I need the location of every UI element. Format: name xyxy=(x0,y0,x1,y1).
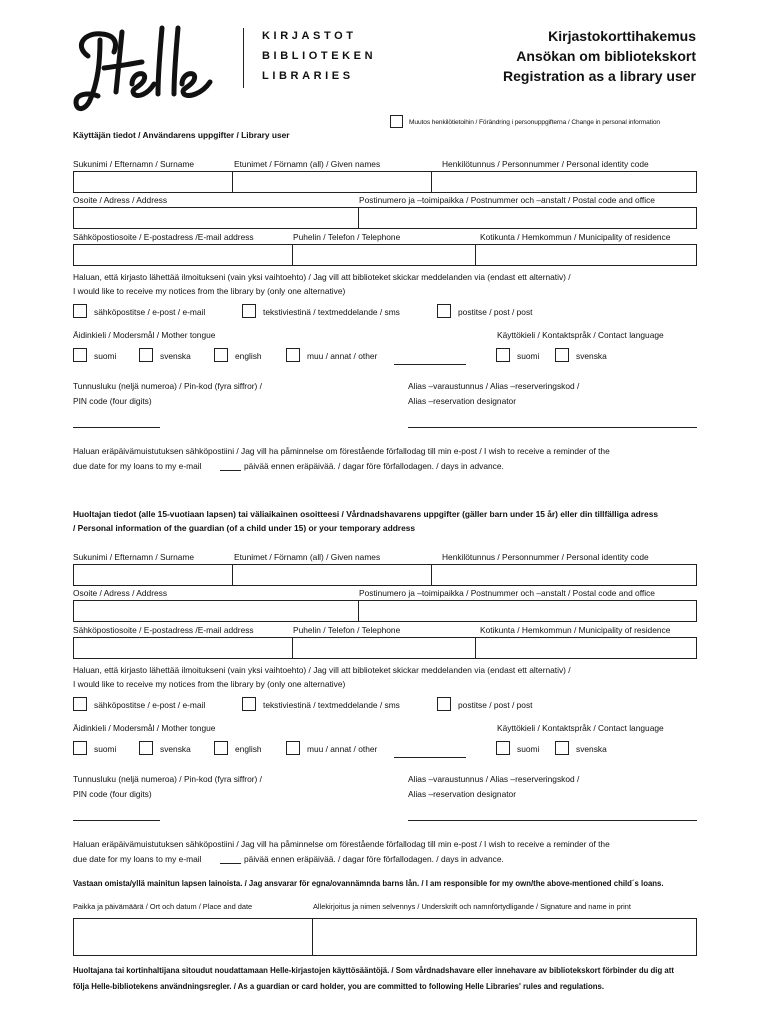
guardian-postal-label: Postinumero ja –toimipaikka / Postnummer och –anstalt / Postal code and office xyxy=(359,588,655,598)
guardian-reminder-line-1: Haluan eräpäivämuistutuksen sähköpostiini / Jag vill ha påminnelse om förestående förfallodag till min e-post / I wish to receive a reminder of the xyxy=(73,839,610,849)
logo-divider xyxy=(243,28,244,88)
signature-label: Allekirjoitus ja nimen selvennys / Underskrift och namnförtydligande / Signature and name in print xyxy=(313,902,631,911)
guardian-section-title-1: Huoltajan tiedot (alle 15-vuotiaan lapsen) tai väliaikainen osoitteesi / Vårdnadshavarens uppgifter (gäller barn under 15 år) eller din tillfälliga adress xyxy=(73,509,659,519)
user-address-label: Osoite / Adress / Address xyxy=(73,195,168,205)
guardian-surname-field[interactable] xyxy=(73,564,233,586)
guardian-address-label: Osoite / Adress / Address xyxy=(73,588,168,598)
place-date-field[interactable] xyxy=(73,918,313,956)
user-notice-email-label: sähköpostitse / e-post / e-mail xyxy=(94,307,206,317)
guardian-mt-other-checkbox[interactable] xyxy=(286,741,300,755)
guardian-reminder-line-2a: due date for my loans to my e-mail xyxy=(73,854,202,864)
user-first-names-field[interactable] xyxy=(232,171,432,193)
logo xyxy=(70,22,230,118)
user-pin-line-2: PIN code (four digits) xyxy=(73,396,152,406)
user-postal-field[interactable] xyxy=(358,207,697,229)
brand-line-1: KIRJASTOT xyxy=(262,30,357,42)
user-municipality-field[interactable] xyxy=(475,244,697,266)
user-section-title: Käyttäjän tiedot / Användarens uppgifter / Library user xyxy=(73,130,290,140)
guardian-phone-label: Puhelin / Telefon / Telephone xyxy=(293,625,401,635)
guardian-personal-id-field[interactable] xyxy=(431,564,697,586)
user-mt-en-label: english xyxy=(235,351,262,361)
guardian-municipality-label: Kotikunta / Hemkommun / Municipality of residence xyxy=(480,625,671,635)
place-date-label: Paikka ja päivämäärä / Ort och datum / Place and date xyxy=(73,902,253,911)
guardian-alias-line-2: Alias –reservation designator xyxy=(408,789,517,799)
user-mt-en-checkbox[interactable] xyxy=(214,348,228,362)
user-reminder-line-2b: päivää ennen eräpäivää. / dagar före förfallodagen. / days in advance. xyxy=(244,461,504,471)
user-email-field[interactable] xyxy=(73,244,293,266)
guardian-first-names-field[interactable] xyxy=(232,564,432,586)
user-phone-label: Puhelin / Telefon / Telephone xyxy=(293,232,401,242)
guardian-reminder-days-field[interactable] xyxy=(220,863,241,864)
guardian-notice-email-checkbox[interactable] xyxy=(73,697,87,711)
user-pin-field[interactable] xyxy=(73,427,160,428)
user-cl-sv-label: svenska xyxy=(576,351,607,361)
user-notice-post-checkbox[interactable] xyxy=(437,304,451,318)
guardian-notice-sms-checkbox[interactable] xyxy=(242,697,256,711)
guardian-address-field[interactable] xyxy=(73,600,359,622)
user-email-label: Sähköpostiosoite / E-postadress /E-mail address xyxy=(73,232,254,242)
user-reminder-line-1: Haluan eräpäivämuistutuksen sähköpostiini / Jag vill ha påminnelse om förestående förfallodag till min e-post / I wish to receive a reminder of the xyxy=(73,446,610,456)
guardian-notice-line-2: I would like to receive my notices from the library by (only one alternative) xyxy=(73,679,346,689)
user-first-names-label: Etunimet / Förnamn (all) / Given names xyxy=(234,159,381,169)
signature-field[interactable] xyxy=(312,918,697,956)
footer-line-1: Huoltajana tai kortinhaltijana sitoudut noudattamaan Helle-kirjastojen käyttösääntöjä. / Som vårdnadshavare eller innehavare av bibliotekskort förbinder du dig att xyxy=(73,966,674,975)
user-mt-other-line[interactable] xyxy=(394,364,466,365)
guardian-notice-line-1: Haluan, että kirjasto lähettää ilmoitukseni (vain yksi vaihtoehto) / Jag vill att biblioteket skickar meddelanden via (endast ett alternativ) / xyxy=(73,665,571,675)
user-notice-sms-checkbox[interactable] xyxy=(242,304,256,318)
change-info-label: Muutos henkilötietoihin / Förändring i personuppgifterna / Change in personal information xyxy=(409,119,660,126)
user-personal-id-field[interactable] xyxy=(431,171,697,193)
guardian-surname-label: Sukunimi / Efternamn / Surname xyxy=(73,552,195,562)
guardian-mt-other-label: muu / annat / other xyxy=(307,744,378,754)
guardian-notice-sms-label: tekstiviestinä / textmeddelande / sms xyxy=(263,700,400,710)
guardian-pin-field[interactable] xyxy=(73,820,160,821)
user-alias-line-1: Alias –varaustunnus / Alias –reserveringskod / xyxy=(408,381,580,391)
user-mt-fi-label: suomi xyxy=(94,351,117,361)
guardian-mother-tongue-label: Äidinkieli / Modersmål / Mother tongue xyxy=(73,723,216,733)
guardian-pin-line-1: Tunnusluku (neljä numeroa) / Pin-kod (fyra siffror) / xyxy=(73,774,262,784)
form-title-en: Registration as a library user xyxy=(503,68,696,84)
user-personal-id-label: Henkilötunnus / Personnummer / Personal identity code xyxy=(442,159,649,169)
guardian-mt-en-checkbox[interactable] xyxy=(214,741,228,755)
guardian-notice-email-label: sähköpostitse / e-post / e-mail xyxy=(94,700,206,710)
user-contact-lang-label: Käyttökieli / Kontaktspråk / Contact language xyxy=(497,330,664,340)
guardian-postal-field[interactable] xyxy=(358,600,697,622)
change-info-checkbox[interactable] xyxy=(390,115,403,128)
user-notice-line-1: Haluan, että kirjasto lähettää ilmoitukseni (vain yksi vaihtoehto) / Jag vill att biblioteket skickar meddelanden via (endast ett alternativ) / xyxy=(73,272,571,282)
guardian-reminder-line-2b: päivää ennen eräpäivää. / dagar före förfallodagen. / days in advance. xyxy=(244,854,504,864)
user-mt-other-checkbox[interactable] xyxy=(286,348,300,362)
user-notice-line-2: I would like to receive my notices from the library by (only one alternative) xyxy=(73,286,346,296)
user-phone-field[interactable] xyxy=(292,244,476,266)
user-postal-label: Postinumero ja –toimipaikka / Postnummer och –anstalt / Postal code and office xyxy=(359,195,655,205)
user-mother-tongue-label: Äidinkieli / Modersmål / Mother tongue xyxy=(73,330,216,340)
user-address-field[interactable] xyxy=(73,207,359,229)
user-reminder-line-2a: due date for my loans to my e-mail xyxy=(73,461,202,471)
guardian-contact-lang-label: Käyttökieli / Kontaktspråk / Contact language xyxy=(497,723,664,733)
form-title-sv: Ansökan om bibliotekskort xyxy=(516,48,696,64)
guardian-personal-id-label: Henkilötunnus / Personnummer / Personal identity code xyxy=(442,552,649,562)
user-municipality-label: Kotikunta / Hemkommun / Municipality of residence xyxy=(480,232,671,242)
user-cl-sv-checkbox[interactable] xyxy=(555,348,569,362)
guardian-notice-post-checkbox[interactable] xyxy=(437,697,451,711)
user-cl-fi-checkbox[interactable] xyxy=(496,348,510,362)
user-surname-label: Sukunimi / Efternamn / Surname xyxy=(73,159,195,169)
brand-line-2: BIBLIOTEKEN xyxy=(262,50,377,62)
user-mt-other-label: muu / annat / other xyxy=(307,351,378,361)
user-mt-fi-checkbox[interactable] xyxy=(73,348,87,362)
guardian-cl-fi-checkbox[interactable] xyxy=(496,741,510,755)
guardian-cl-fi-label: suomi xyxy=(517,744,540,754)
guardian-section-title-2: / Personal information of the guardian (of a child under 15) or your temporary address xyxy=(73,523,416,533)
user-notice-post-label: postitse / post / post xyxy=(458,307,533,317)
user-cl-fi-label: suomi xyxy=(517,351,540,361)
brand-line-3: LIBRARIES xyxy=(262,70,354,82)
responsibility-statement: Vastaan omista/yllä mainitun lapsen lainoista. / Jag ansvarar för egna/ovannämnda barns lån. / I am responsible for my own/the above-mentioned child´s loans. xyxy=(73,879,664,888)
helle-logo-icon xyxy=(70,22,230,118)
user-pin-line-1: Tunnusluku (neljä numeroa) / Pin-kod (fyra siffror) / xyxy=(73,381,262,391)
user-notice-sms-label: tekstiviestinä / textmeddelande / sms xyxy=(263,307,400,317)
guardian-mt-other-line[interactable] xyxy=(394,757,466,758)
guardian-pin-line-2: PIN code (four digits) xyxy=(73,789,152,799)
guardian-first-names-label: Etunimet / Förnamn (all) / Given names xyxy=(234,552,381,562)
user-mt-sv-label: svenska xyxy=(160,351,191,361)
guardian-mt-sv-label: svenska xyxy=(160,744,191,754)
user-notice-email-checkbox[interactable] xyxy=(73,304,87,318)
guardian-alias-field[interactable] xyxy=(408,820,697,821)
guardian-municipality-field[interactable] xyxy=(475,637,697,659)
guardian-mt-sv-checkbox[interactable] xyxy=(139,741,153,755)
guardian-alias-line-1: Alias –varaustunnus / Alias –reserveringskod / xyxy=(408,774,580,784)
user-alias-line-2: Alias –reservation designator xyxy=(408,396,517,406)
guardian-mt-en-label: english xyxy=(235,744,262,754)
guardian-notice-post-label: postitse / post / post xyxy=(458,700,533,710)
user-reminder-days-field[interactable] xyxy=(220,470,241,471)
guardian-mt-fi-label: suomi xyxy=(94,744,117,754)
user-mt-sv-checkbox[interactable] xyxy=(139,348,153,362)
user-alias-field[interactable] xyxy=(408,427,697,428)
user-surname-field[interactable] xyxy=(73,171,233,193)
guardian-cl-sv-checkbox[interactable] xyxy=(555,741,569,755)
form-title-fi: Kirjastokorttihakemus xyxy=(548,28,696,44)
guardian-cl-sv-label: svenska xyxy=(576,744,607,754)
guardian-phone-field[interactable] xyxy=(292,637,476,659)
guardian-mt-fi-checkbox[interactable] xyxy=(73,741,87,755)
footer-line-2: följa Helle-bibliotekens användningsregler. / As a guardian or card holder, you are committed to following Helle Libraries' rules and regulations. xyxy=(73,982,605,991)
guardian-email-label: Sähköpostiosoite / E-postadress /E-mail address xyxy=(73,625,254,635)
guardian-email-field[interactable] xyxy=(73,637,293,659)
